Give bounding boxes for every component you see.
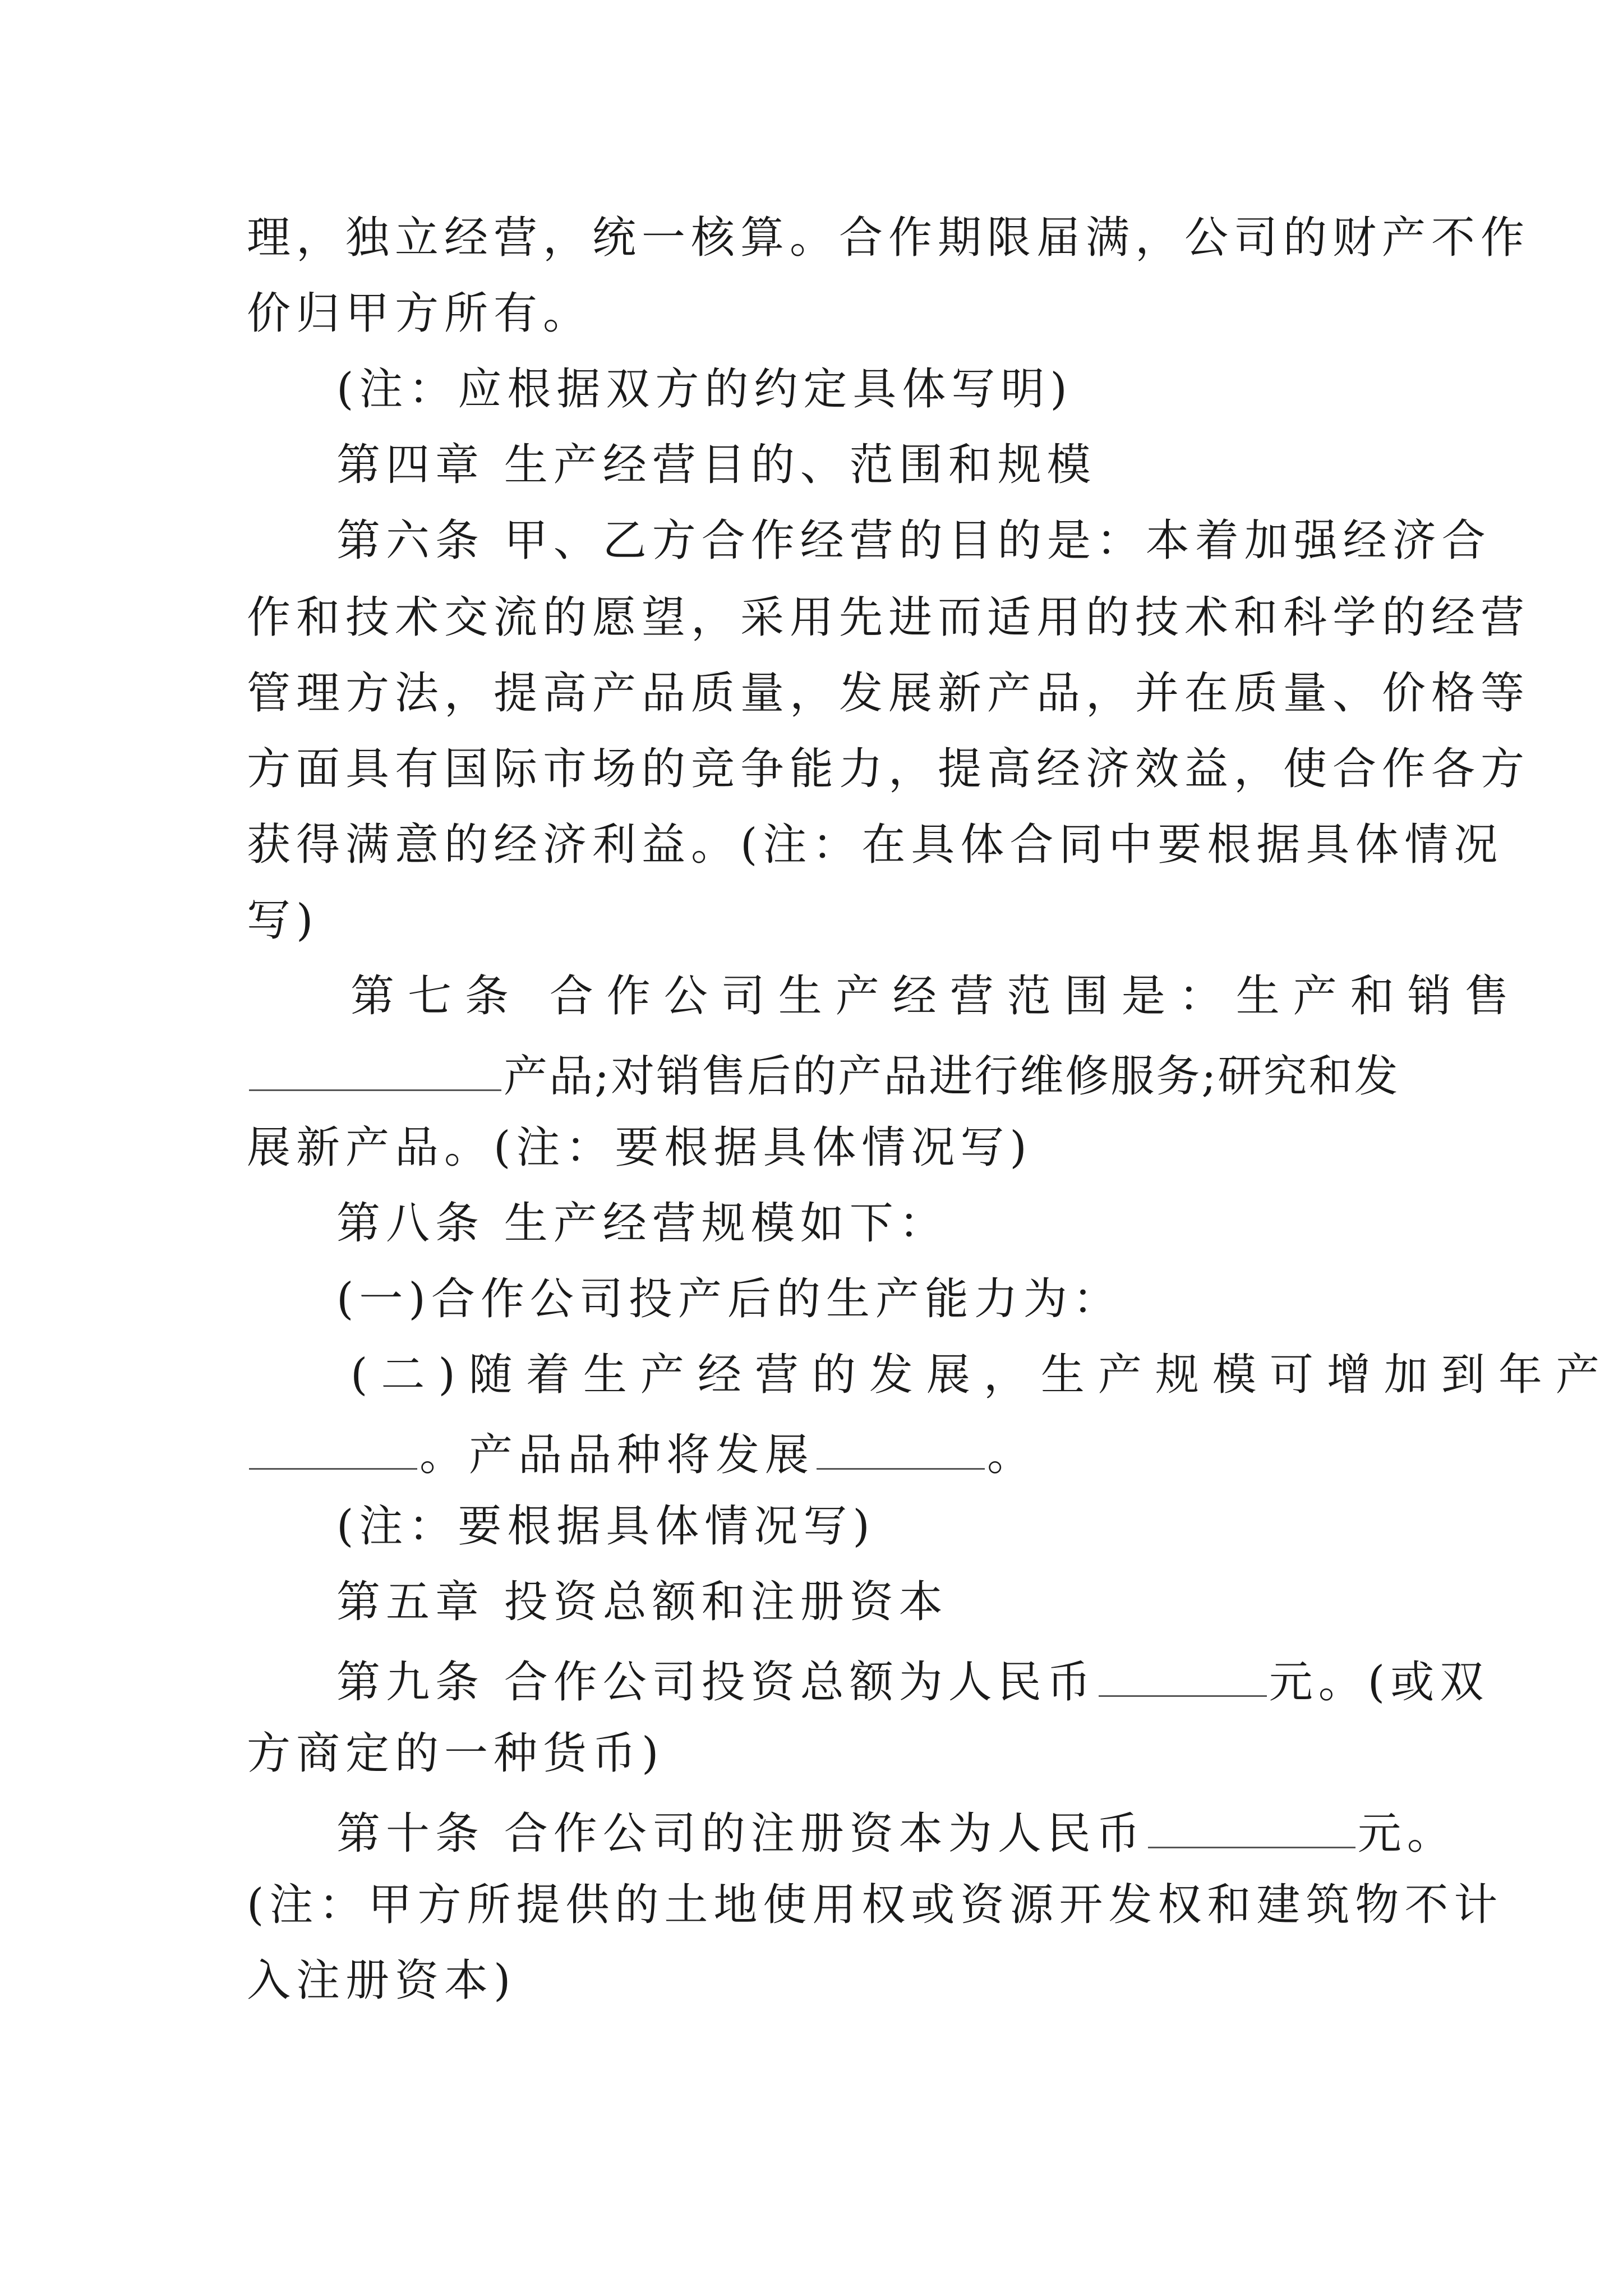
text-line: 方商定的一种货币): [247, 1728, 665, 1779]
text-segment: 。: [987, 1430, 1037, 1480]
text-line: (一)合作公司投产后的生产能力为：: [336, 1274, 1122, 1324]
text-line: 入注册资本): [247, 1955, 517, 2006]
blank-field[interactable]: [1099, 1656, 1267, 1697]
text-segment: 元。: [1357, 1809, 1456, 1859]
text-line: 理，独立经营，统一核算。合作期限届满，公司的财产不作: [247, 213, 1530, 263]
text-line: 展新产品。(注：要根据具体情况写): [247, 1122, 1032, 1173]
chapter-heading: 第五章 投资总额和注册资本: [336, 1577, 948, 1627]
note: (注：要根据具体情况写): [336, 1501, 875, 1552]
note: (注：应根据双方的约定具体写明): [336, 364, 1073, 415]
article-8-line: 第八条 生产经营规模如下：: [336, 1198, 948, 1249]
article-10-line: [336, 1807, 1456, 1859]
text-segment: 元。(或双: [1269, 1657, 1490, 1708]
text-line: (二)随着生产经营的发展，生产规模可增加到年产: [351, 1350, 1613, 1400]
text-line: 方面具有国际市场的竞争能力，提高经济效益，使合作各方: [247, 744, 1530, 794]
text-line: 写): [247, 895, 319, 946]
text-line: 管理方法，提高产品质量，发展新产品，并在质量、价格等: [247, 668, 1530, 719]
blank-field[interactable]: [249, 1429, 417, 1470]
blank-field[interactable]: [817, 1429, 985, 1470]
article-6-line: 第六条 甲、乙方合作经营的目的是：本着加强经济合: [336, 516, 1491, 566]
blank-field[interactable]: [249, 1050, 501, 1091]
text-segment: 。产品品种将发展: [419, 1430, 815, 1480]
chapter-heading: 第四章 生产经营目的、范围和规模: [336, 440, 1096, 490]
text-line: [247, 1050, 1400, 1102]
article-7-line: 第七条 合作公司生产经营范围是：生产和销售: [351, 971, 1522, 1022]
text-segment: 第十条 合作公司的注册资本为人民币: [336, 1809, 1146, 1859]
text-segment: 第九条 合作公司投资总额为人民币: [336, 1657, 1096, 1708]
text-line: 获得满意的经济利益。(注：在具体合同中要根据具体情况: [247, 820, 1504, 870]
note: (注：甲方所提供的土地使用权或资源开发权和建筑物不计: [247, 1880, 1504, 1930]
text-line: 作和技术交流的愿望，采用先进而适用的技术和科学的经营: [247, 592, 1530, 643]
text-segment: 产品;对销售后的产品进行维修服务;研究和发: [504, 1051, 1400, 1102]
text-line: 价归甲方所有。: [247, 288, 593, 339]
text-line: [247, 1429, 1391, 1480]
article-9-line: [336, 1656, 1490, 1708]
blank-field[interactable]: [1148, 1807, 1355, 1848]
